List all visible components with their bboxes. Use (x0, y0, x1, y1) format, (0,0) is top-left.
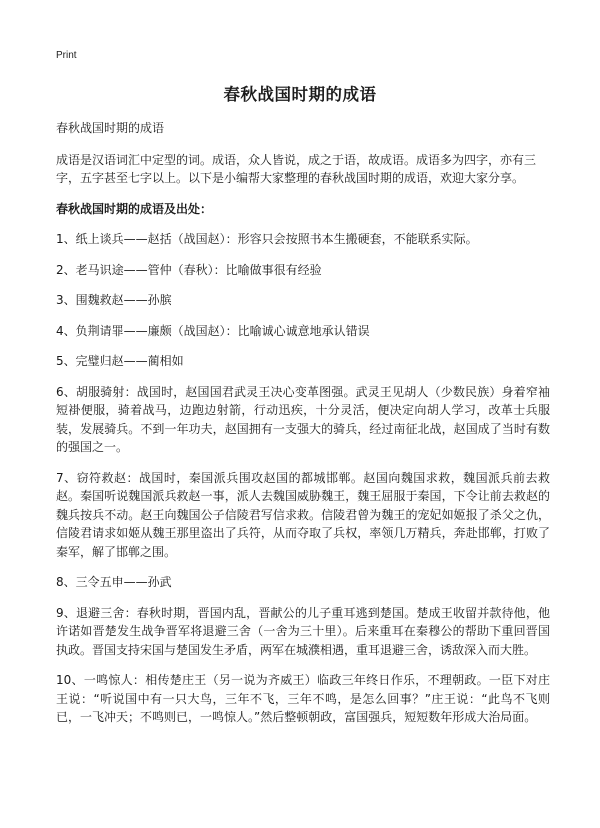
idiom-item: 4、负荆请罪——廉颇（战国赵）：比喻诚心诚意地承认错误 (56, 323, 370, 338)
idiom-item: 2、老马识途——管仲（春秋）：比喻做事很有经验 (56, 262, 322, 277)
print-link[interactable]: Print (56, 50, 77, 61)
article-subtitle: 春秋战国时期的成语 (56, 121, 165, 135)
intro-paragraph: 成语是汉语词汇中定型的词。成语，众人皆说，成之于语，故成语。成语多为四字，亦有三字，五字甚至七字以上。以下是小编帮大家整理的春秋战国时期的成语，欢迎大家分享。 (56, 153, 537, 185)
idiom-item: 10、一鸣惊人：相传楚庄王（另一说为齐威王）临政三年终日作乐，不理朝政。一臣下对庄王说：“听说国中有一只大鸟，三年不飞，三年不鸣，是怎么回事？”庄王说：“此鸟不飞则已，一飞冲天；不鸣则已，一鸣惊人。”然后整顿朝政，富国强兵，短短数年形成大治局面。 (56, 673, 550, 724)
idiom-item: 7、窃符救赵：战国时，秦国派兵围攻赵国的都城邯郸。赵国向魏国求救，魏国派兵前去救赵。秦国听说魏国派兵救赵一事，派人去魏国威胁魏王，魏王屈服于秦国，下令让前去救赵的魏兵按兵不动。赵王向魏国公子信陵君写信求救。信陵君曾为魏王的宠妃如姬报了杀父之仇，信陵君请求如姬从魏王那里盗出了兵符，从而夺取了兵权，率领几万精兵，奔赴邯郸，打败了秦军，解了邯郸之围。 (56, 470, 550, 559)
page-title: 春秋战国时期的成语 (223, 85, 377, 104)
idiom-item: 1、纸上谈兵——赵括（战国赵）：形容只会按照书本生搬硬套，不能联系实际。 (56, 232, 478, 246)
idiom-item: 3、围魏救赵——孙膑 (56, 293, 172, 307)
idiom-item: 8、三令五申——孙武 (56, 575, 172, 589)
idiom-item: 9、退避三舍：春秋时期，晋国内乱，晋献公的儿子重耳逃到楚国。楚成王收留并款待他，他许诺如晋楚发生战争晋军将退避三舍（一舍为三十里）。后来重耳在秦穆公的帮助下重回晋国执政。晋国支持宋国与楚国发生矛盾，两军在城濮相遇，重耳退避三舍，诱敌深入而大胜。 (56, 605, 550, 657)
idiom-item: 5、完璧归赵——蔺相如 (56, 354, 184, 368)
idiom-item: 6、胡服骑射：战国时，赵国国君武灵王决心变革图强。武灵王见胡人（少数民族）身着窄袖短褂便服，骑着战马，边跑边射箭，行动迅疾，十分灵活，便决定向胡人学习，改革士兵服装，发展骑兵。不到一年功夫，赵国拥有一支强大的骑兵，经过南征北战，赵国成了当时有数的强国之一。 (56, 384, 550, 454)
article-body (56, 119, 550, 739)
section-heading: 春秋战国时期的成语及出处： (56, 202, 213, 216)
